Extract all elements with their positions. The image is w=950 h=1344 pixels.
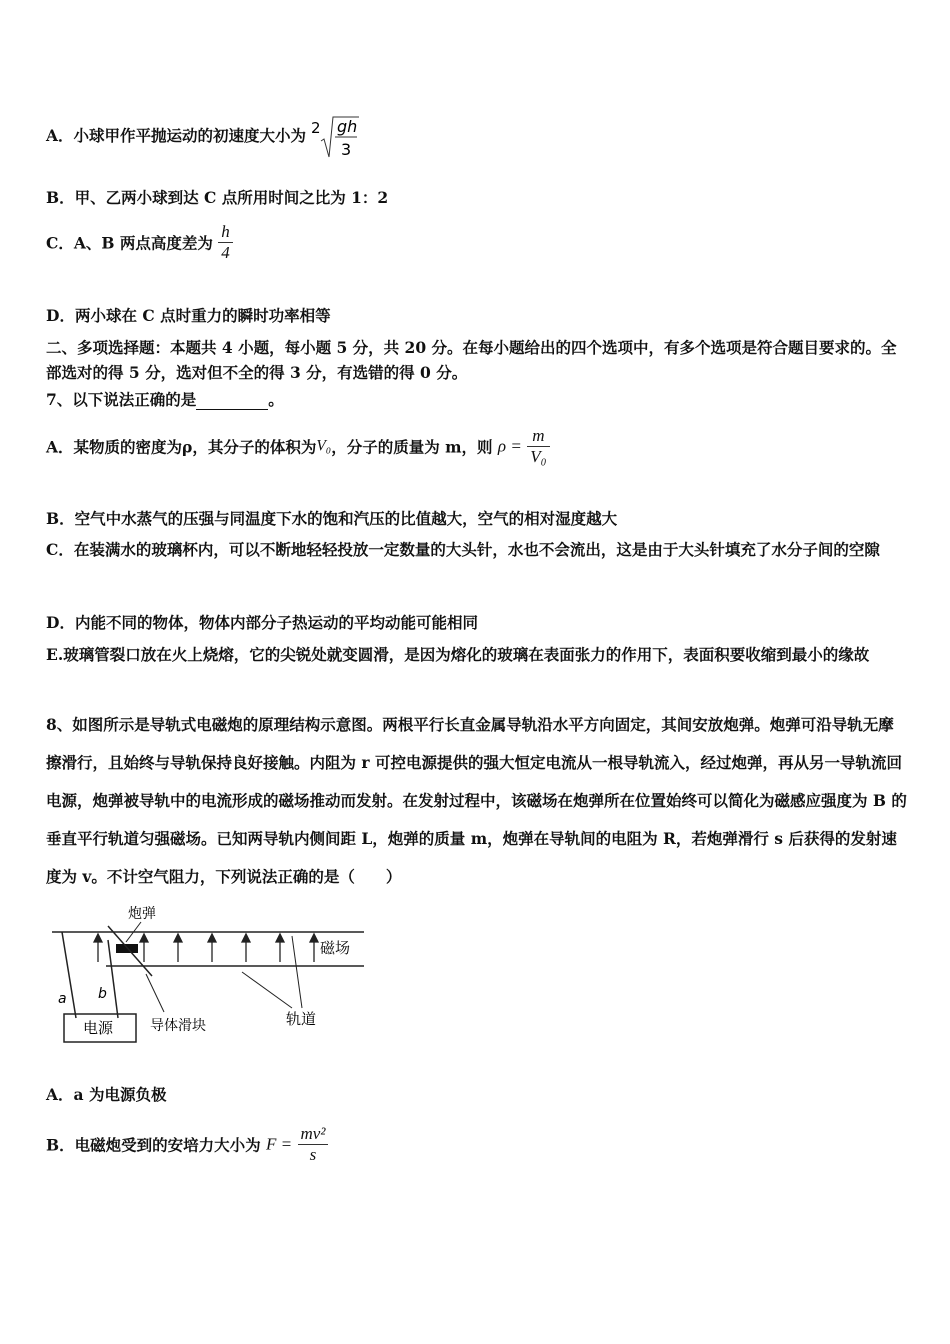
q7-answer-blank — [196, 390, 268, 410]
q8-stem: 8、如图所示是导轨式电磁炮的原理结构示意图。两根平行长直金属导轨沿水平方向固定，其间安放炮弹。炮弹可沿导轨无摩擦滑行，且始终与导轨保持良好接触。内阻为 r 可控电源提供的强大恒定电流从一根导轨流入，经过炮弹，再从另一导轨流回电源，炮弹被导轨中的电流形成的磁场推动而发射。在发射过程中，该磁场在炮弹所在位置始终可以简化为磁感应强度为 B 的垂直平行轨道匀强磁场。已知两导轨内侧间距 L，炮弹的质量 m，炮弹在导轨间的电阻为 R，若炮弹滑行 s 后获得的发射速度为 v。不计空气阻力，下列说法正确的是（ ） — [46, 715, 907, 886]
q7-stem-end: 。 — [268, 390, 284, 409]
q6-option-c — [46, 222, 233, 263]
q6-option-c-text: C．A、B 两点高度差为 — [46, 233, 213, 253]
q7-option-a-mid: ，分子的质量为 m，则 — [331, 437, 493, 457]
q7-option-c: C．在装满水的玻璃杯内，可以不断地轻轻投放一定数量的大头针，水也不会流出，这是由于大头针填充了水分子间的空隙 — [46, 540, 880, 559]
diagram-label-shell: 炮弹 — [128, 906, 156, 922]
diagram-label-field: 磁场 — [320, 939, 351, 957]
q8-option-a: A．a 为电源负极 — [46, 1085, 167, 1104]
q6-option-a-text: A．小球甲作平抛运动的初速度大小为 — [46, 126, 307, 145]
q7-option-a-den: V₀ — [530, 447, 547, 466]
q7-option-a-num: m — [527, 426, 549, 447]
q6-option-d: D．两小球在 C 点时重力的瞬时功率相等 — [46, 306, 331, 325]
q6-option-a-formula — [311, 113, 361, 161]
q7-option-a-fraction — [527, 426, 549, 467]
section-heading: 二、多项选择题：本题共 4 小题，每小题 5 分，共 20 分。在每小题给出的四个选项中，有多个选项是符合题目要求的。全部选对的得 5 分，选对但不全的得 3 分，有选错的得 0 分。 — [46, 338, 897, 382]
diagram-label-rail: 轨道 — [286, 1010, 317, 1028]
q7-option-b: B．空气中水蒸气的压强与同温度下水的饱和汽压的比值越大，空气的相对湿度越大 — [46, 509, 618, 528]
q6-option-c-den: 4 — [221, 243, 230, 262]
q6-option-c-num: h — [218, 222, 233, 243]
q7-option-a-text: A．某物质的密度为ρ，其分子的体积为 — [46, 437, 317, 457]
railgun-diagram — [46, 900, 376, 1050]
q6-option-a-coef: 2 — [311, 119, 321, 137]
q6-option-a — [46, 113, 361, 161]
q8-option-b-text: B．电磁炮受到的安培力大小为 — [46, 1135, 261, 1155]
q8-option-b-den: s — [309, 1145, 317, 1164]
diagram-label-a: a — [58, 991, 67, 1007]
diagram-label-source: 电源 — [83, 1019, 114, 1037]
q7-stem-text: 7、以下说法正确的是 — [46, 390, 197, 409]
q7-option-a-lhs: ρ = — [497, 436, 522, 456]
q8-option-b-fraction — [298, 1124, 329, 1165]
q7-option-e: E.玻璃管裂口放在火上烧熔，它的尖锐处就变圆滑，是因为熔化的玻璃在表面张力的作用下，表面积要收缩到最小的缘故 — [46, 645, 870, 664]
q7-option-a — [46, 426, 550, 467]
q7-option-d: D．内能不同的物体，物体内部分子热运动的平均动能可能相同 — [46, 613, 478, 632]
diagram-label-b: b — [98, 986, 107, 1002]
q7-stem — [46, 388, 284, 410]
q6-option-b: B．甲、乙两小球到达 C 点所用时间之比为 1：2 — [46, 188, 389, 207]
q8-option-b-num: mv² — [298, 1124, 329, 1145]
q6-option-a-den: 3 — [341, 140, 352, 159]
q6-option-a-num: gh — [337, 117, 358, 136]
q8-option-b — [46, 1124, 328, 1165]
q8-option-b-lhs: F = — [266, 1134, 293, 1154]
q7-option-a-v0: V₀ — [316, 437, 332, 455]
diagram-label-slider: 导体滑块 — [150, 1018, 206, 1034]
q6-option-c-fraction — [218, 222, 233, 263]
